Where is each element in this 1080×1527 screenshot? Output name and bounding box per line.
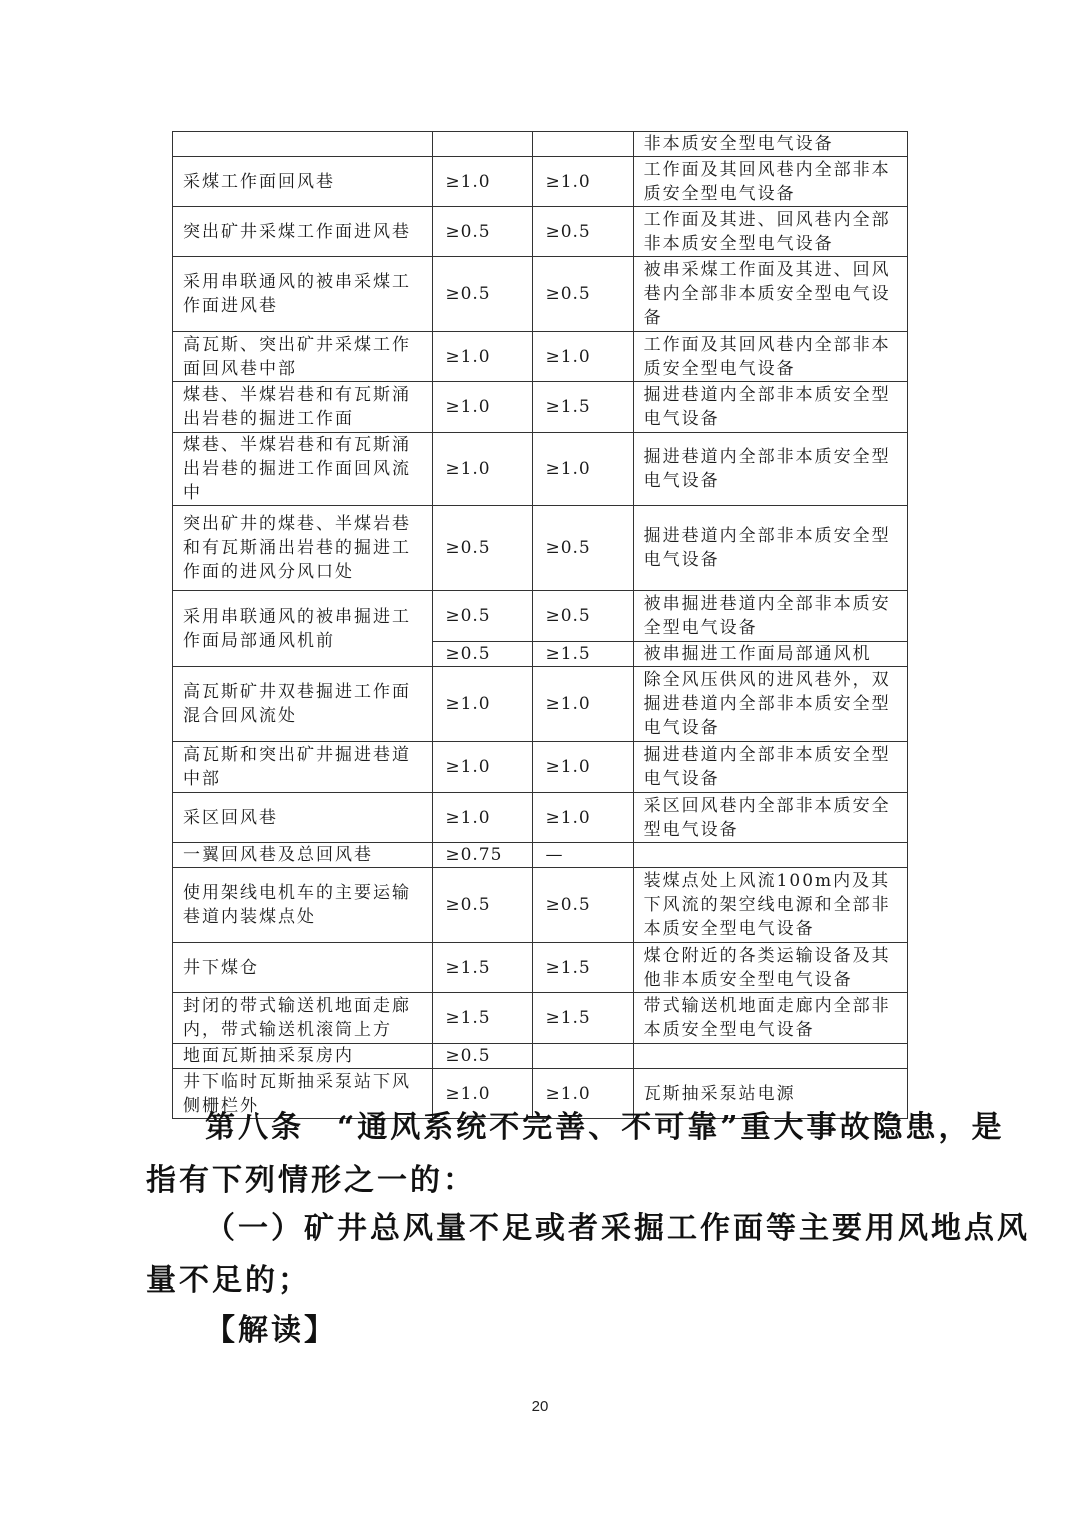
equipment-cell: 工作面及其进、回风巷内全部非本质安全型电气设备 — [633, 207, 907, 257]
table-row — [173, 433, 908, 506]
equipment-cell: 采区回风巷内全部非本质安全型电气设备 — [633, 793, 907, 843]
location-cell: 突出矿井的煤巷、半煤岩巷和有瓦斯涌出岩巷的掘进工作面的进风分风口处 — [173, 506, 433, 591]
location-cell: 采煤工作面回风巷 — [173, 157, 433, 207]
limit-a-cell: ≥0.5 — [433, 257, 533, 332]
limit-a-cell: ≥1.0 — [433, 382, 533, 433]
location-cell: 煤巷、半煤岩巷和有瓦斯涌出岩巷的掘进工作面 — [173, 382, 433, 433]
table-row — [173, 793, 908, 843]
limit-a-cell: ≥1.0 — [433, 793, 533, 843]
limit-a-cell: ≥0.5 — [433, 868, 533, 943]
equipment-cell: 被串掘进工作面局部通风机 — [633, 642, 907, 667]
equipment-cell — [633, 1044, 907, 1069]
equipment-cell: 掘进巷道内全部非本质安全型电气设备 — [633, 506, 907, 591]
location-cell: 井下煤仓 — [173, 943, 433, 993]
table-row — [173, 382, 908, 433]
location-cell: 地面瓦斯抽采泵房内 — [173, 1044, 433, 1069]
limit-b-cell: ≥0.5 — [533, 506, 633, 591]
limit-a-cell: ≥1.0 — [433, 433, 533, 506]
limit-b-cell — [533, 1044, 633, 1069]
limit-b-cell: ≥1.0 — [533, 793, 633, 843]
limit-b-cell: ≥0.5 — [533, 257, 633, 332]
limit-a-cell: ≥0.5 — [433, 207, 533, 257]
location-cell: 煤巷、半煤岩巷和有瓦斯涌出岩巷的掘进工作面回风流中 — [173, 433, 433, 506]
equipment-cell: 被串采煤工作面及其进、回风巷内全部非本质安全型电气设备 — [633, 257, 907, 332]
table-row — [173, 943, 908, 993]
limit-b-cell: — — [533, 843, 633, 868]
location-cell: 高瓦斯矿井双巷掘进工作面混合回风流处 — [173, 667, 433, 742]
equipment-cell: 除全风压供风的进风巷外，双掘进巷道内全部非本质安全型电气设备 — [633, 667, 907, 742]
limit-b-cell: ≥1.0 — [533, 157, 633, 207]
location-cell: 采用串联通风的被串采煤工作面进风巷 — [173, 257, 433, 332]
table-row — [173, 157, 908, 207]
limit-a-cell: ≥1.5 — [433, 943, 533, 993]
table-row — [173, 257, 908, 332]
equipment-cell: 装煤点处上风流100m内及其下风流的架空线电源和全部非本质安全型电气设备 — [633, 868, 907, 943]
table-row — [173, 993, 908, 1044]
limit-b-cell: ≥1.5 — [533, 642, 633, 667]
limit-a-cell: ≥1.0 — [433, 667, 533, 742]
clause-1-text: （一）矿井总风量不足或者采掘工作面等主要用风地点风 — [205, 1211, 1030, 1246]
interpretation-heading: 【解读】 — [205, 1313, 337, 1348]
limit-a-cell: ≥1.0 — [433, 742, 533, 793]
limit-a-cell: ≥0.5 — [433, 591, 533, 642]
table-row — [173, 667, 908, 742]
limit-a-cell: ≥1.0 — [433, 332, 533, 382]
gas-limits-table — [172, 131, 908, 1119]
location-cell: 井下临时瓦斯抽采泵站下风侧栅栏外 — [173, 1069, 433, 1119]
article-8-continuation: 指有下列情形之一的： — [146, 1163, 476, 1198]
limit-a-cell: ≥0.75 — [433, 843, 533, 868]
equipment-cell: 带式输送机地面走廊内全部非本质安全型电气设备 — [633, 993, 907, 1044]
equipment-cell: 工作面及其回风巷内全部非本质安全型电气设备 — [633, 332, 907, 382]
limit-b-cell: ≥1.0 — [533, 1069, 633, 1119]
location-cell: 采区回风巷 — [173, 793, 433, 843]
table-row — [173, 1044, 908, 1069]
equipment-cell: 被串掘进巷道内全部非本质安全型电气设备 — [633, 591, 907, 642]
limit-b-cell: ≥1.0 — [533, 667, 633, 742]
table-row — [173, 742, 908, 793]
limit-b-cell: ≥0.5 — [533, 868, 633, 943]
page-number: 20 — [531, 1398, 549, 1415]
limit-a-cell: ≥1.0 — [433, 157, 533, 207]
table-row — [173, 868, 908, 943]
location-cell: 封闭的带式输送机地面走廊内，带式输送机滚筒上方 — [173, 993, 433, 1044]
limit-a-cell: ≥1.5 — [433, 993, 533, 1044]
location-cell: 使用架线电机车的主要运输巷道内装煤点处 — [173, 868, 433, 943]
limit-a-cell: ≥0.5 — [433, 642, 533, 667]
table-row — [173, 591, 908, 642]
limit-b-cell: ≥0.5 — [533, 207, 633, 257]
location-cell: 采用串联通风的被串掘进工作面局部通风机前 — [173, 591, 433, 667]
limit-b-cell: ≥0.5 — [533, 591, 633, 642]
limit-b-cell — [533, 132, 633, 157]
table-row — [173, 843, 908, 868]
limit-a-cell: ≥1.0 — [433, 1069, 533, 1119]
equipment-cell: 掘进巷道内全部非本质安全型电气设备 — [633, 742, 907, 793]
table-row — [173, 506, 908, 591]
limit-a-cell — [433, 132, 533, 157]
equipment-cell: 掘进巷道内全部非本质安全型电气设备 — [633, 433, 907, 506]
limit-a-cell: ≥0.5 — [433, 1044, 533, 1069]
limit-b-cell: ≥1.0 — [533, 742, 633, 793]
equipment-cell: 掘进巷道内全部非本质安全型电气设备 — [633, 382, 907, 433]
equipment-cell — [633, 843, 907, 868]
location-cell: 高瓦斯、突出矿井采煤工作面回风巷中部 — [173, 332, 433, 382]
article-8-heading: 第八条 “通风系统不完善、不可靠”重大事故隐患，是 — [205, 1110, 1005, 1145]
equipment-cell: 工作面及其回风巷内全部非本质安全型电气设备 — [633, 157, 907, 207]
limit-b-cell: ≥1.5 — [533, 382, 633, 433]
location-cell: 高瓦斯和突出矿井掘进巷道中部 — [173, 742, 433, 793]
location-cell — [173, 132, 433, 157]
table-row — [173, 207, 908, 257]
limit-b-cell: ≥1.0 — [533, 433, 633, 506]
equipment-cell: 非本质安全型电气设备 — [633, 132, 907, 157]
limit-b-cell: ≥1.5 — [533, 993, 633, 1044]
limit-b-cell: ≥1.0 — [533, 332, 633, 382]
location-cell: 突出矿井采煤工作面进风巷 — [173, 207, 433, 257]
limit-b-cell: ≥1.5 — [533, 943, 633, 993]
clause-1-continuation: 量不足的； — [146, 1263, 311, 1298]
table-row — [173, 332, 908, 382]
table-row — [173, 132, 908, 157]
equipment-cell: 瓦斯抽采泵站电源 — [633, 1069, 907, 1119]
limit-a-cell: ≥0.5 — [433, 506, 533, 591]
location-cell: 一翼回风巷及总回风巷 — [173, 843, 433, 868]
equipment-cell: 煤仓附近的各类运输设备及其他非本质安全型电气设备 — [633, 943, 907, 993]
